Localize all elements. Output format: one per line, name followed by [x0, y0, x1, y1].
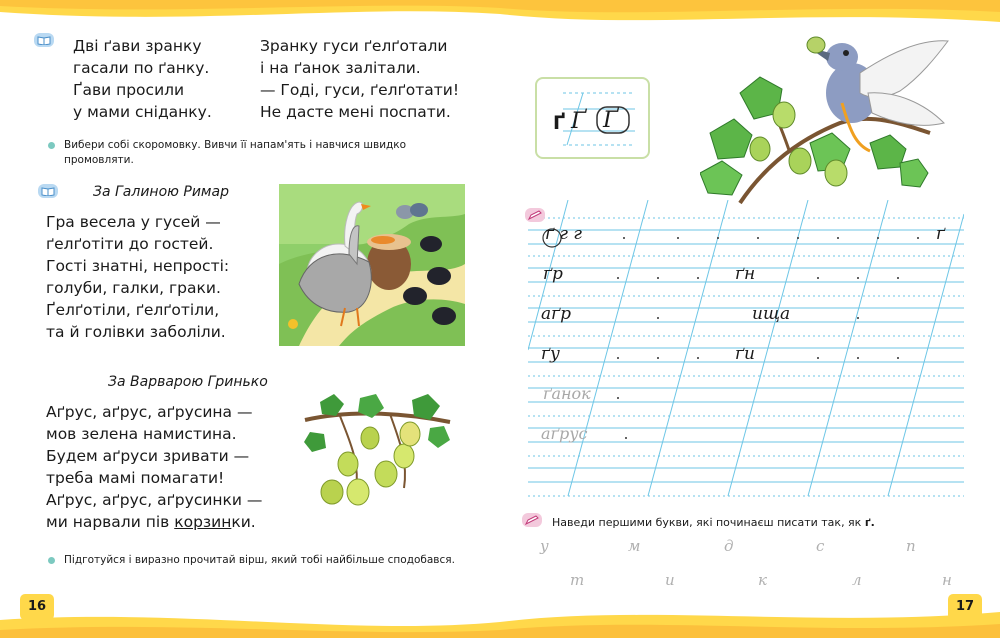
trace-letter: н	[942, 571, 952, 589]
book-icon	[38, 184, 58, 198]
trace-letter: и	[665, 571, 675, 589]
cursive-letter: Ґ	[571, 109, 586, 134]
copy-sample: ґн	[735, 264, 756, 284]
trace-letter: с	[816, 537, 825, 555]
poem-line: Зранку гуси ґелґотали	[260, 37, 448, 55]
page-number: 17	[948, 594, 982, 620]
bottom-yellow-band	[0, 598, 1000, 638]
poem-line: ґелґотіти до гостей.	[46, 235, 214, 253]
poem-line: та й голівки заболіли.	[46, 323, 226, 341]
line-text: ми нарвали пів	[46, 513, 175, 531]
trace-letter: т	[570, 571, 585, 589]
trace-letter: л	[852, 571, 862, 589]
poem-author: За Варварою Гринько	[108, 374, 268, 390]
copy-sample: ґр	[543, 264, 563, 284]
task-instruction	[552, 515, 875, 530]
letter-card	[535, 77, 650, 159]
gooseberry-illustration	[300, 392, 460, 518]
poem-line: треба мамі помагати!	[46, 469, 225, 487]
geese-illustration	[279, 184, 465, 346]
bullet-dot	[48, 557, 55, 564]
task-text: Наведи першими букви, які починаєш писати так, як	[552, 516, 862, 529]
task-letter: ґ.	[864, 516, 875, 529]
trace-letter: п	[906, 537, 916, 555]
top-yellow-band	[0, 0, 1000, 30]
copy-sample: ґ	[936, 224, 945, 244]
poem-line: Не дасте мені поспати.	[260, 103, 451, 121]
poem-line: мов зелена намистина.	[46, 425, 237, 443]
copy-sample: аґр	[541, 304, 572, 324]
poem-line: гасали по ґанку.	[73, 59, 210, 77]
poem-line: Гості знатні, непрості:	[46, 257, 230, 275]
poem-line: голуби, галки, граки.	[46, 279, 221, 297]
trace-letter: д	[724, 537, 734, 555]
book-icon	[34, 33, 54, 47]
poem-line	[46, 511, 256, 533]
poem-line: Ґелґотіли, ґелґотіли,	[46, 301, 220, 319]
trace-word: ґанок	[543, 384, 591, 403]
poem-line: Аґрус, аґрус, аґрусинки —	[46, 491, 263, 509]
poem-line: Будем аґруси зривати —	[46, 447, 250, 465]
pencil-icon	[522, 513, 542, 527]
printed-letter: Ґ	[553, 112, 566, 134]
task-instruction: Вибери собі скоромовку. Вивчи її напам'ять і навчися швидко промовляти.	[64, 139, 407, 166]
trace-letter: у	[540, 537, 549, 555]
poem-line: і на ґанок залітали.	[260, 59, 421, 77]
copy-sample: ґи	[735, 344, 755, 364]
pencil-icon	[525, 208, 545, 222]
trace-letter: м	[628, 537, 641, 555]
poem-line: Аґрус, аґрус, аґрусина —	[46, 403, 253, 421]
cursive-letter-circled: Ґ	[603, 108, 618, 133]
bird-on-gooseberry-illustration	[700, 33, 960, 205]
trace-word: аґрус	[541, 424, 588, 443]
trace-letter: к	[758, 571, 767, 589]
poem-line: — Годі, гуси, ґелґотати!	[260, 81, 460, 99]
task-instruction: Підготуйся і виразно прочитай вірш, який тобі найбільше сподобався.	[64, 554, 455, 566]
copy-sample: ґу	[541, 344, 560, 364]
bullet-dot	[48, 142, 55, 149]
copy-sample: ища	[752, 304, 791, 324]
poem-author: За Галиною Римар	[93, 184, 229, 200]
poem-line: Дві ґави зранку	[73, 37, 202, 55]
page-number: 16	[20, 594, 54, 620]
poem-line: Ґави просили	[73, 81, 185, 99]
poem-line: Гра весела у гусей —	[46, 213, 221, 231]
line-text: ки.	[231, 513, 256, 531]
copy-sample: ґ г г	[545, 224, 582, 244]
poem-line: у мами сніданку.	[73, 103, 212, 121]
underlined-word: корзин	[174, 513, 232, 531]
